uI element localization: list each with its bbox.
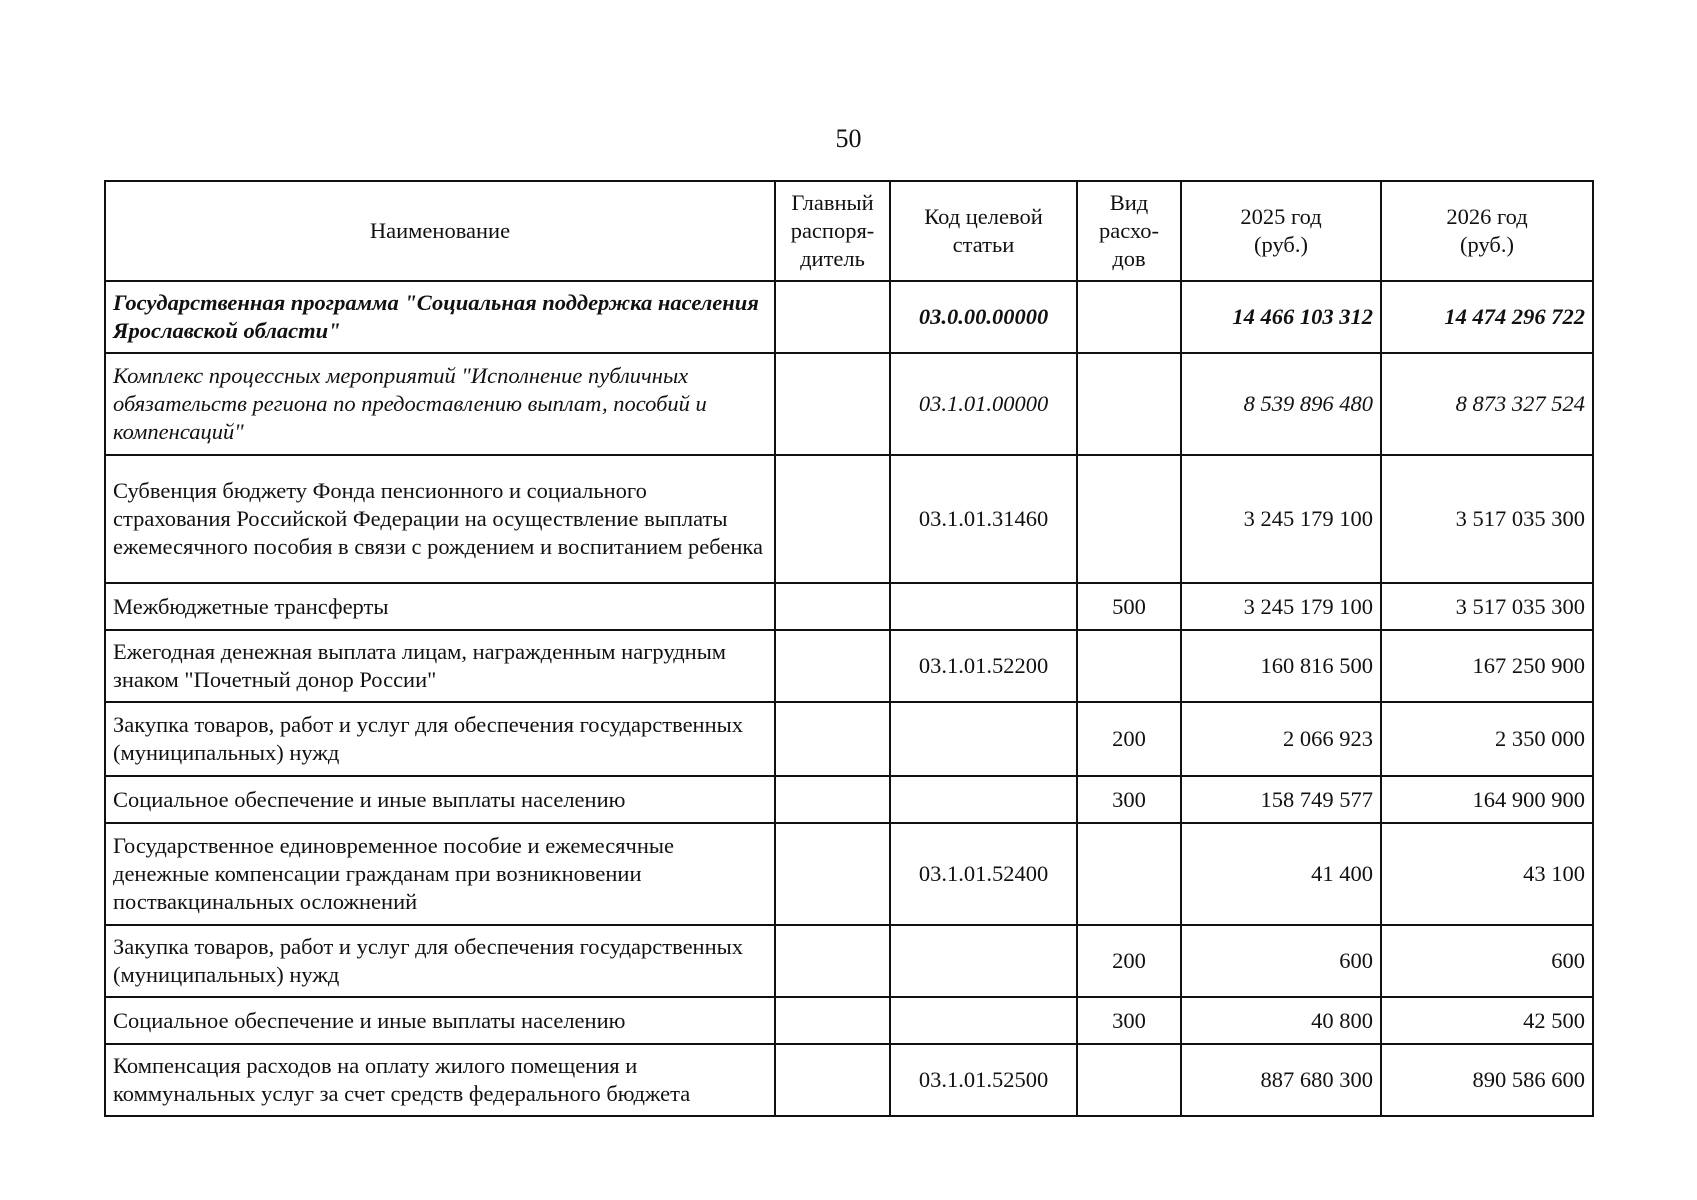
cell-chief	[775, 925, 890, 997]
cell-2026: 14 474 296 722	[1381, 281, 1593, 353]
cell-code: 03.1.01.31460	[890, 455, 1077, 583]
header-type-line: дов	[1112, 246, 1146, 271]
cell-chief	[775, 702, 890, 776]
cell-type: 300	[1077, 776, 1181, 823]
cell-2026: 600	[1381, 925, 1593, 997]
cell-code: 03.1.01.00000	[890, 353, 1077, 455]
header-2026	[1381, 181, 1593, 281]
cell-2025: 8 539 896 480	[1181, 353, 1381, 455]
cell-chief	[775, 583, 890, 630]
header-type	[1077, 181, 1181, 281]
header-2025-line: 2025 год	[1240, 204, 1322, 229]
cell-type: 200	[1077, 702, 1181, 776]
cell-chief	[775, 455, 890, 583]
cell-code: 03.1.01.52500	[890, 1044, 1077, 1116]
cell-2026: 8 873 327 524	[1381, 353, 1593, 455]
cell-name: Комплекс процессных мероприятий "Исполнение публичных обязательств региона по предоставлению выплат, пособий и компенсаций"	[105, 353, 775, 455]
cell-name: Социальное обеспечение и иные выплаты населению	[105, 776, 775, 823]
cell-code: 03.1.01.52200	[890, 630, 1077, 702]
cell-type	[1077, 455, 1181, 583]
cell-name: Компенсация расходов на оплату жилого помещения и коммунальных услуг за счет средств федерального бюджета	[105, 1044, 775, 1116]
cell-type	[1077, 630, 1181, 702]
cell-name: Государственная программа "Социальная поддержка населения Ярославской области"	[105, 281, 775, 353]
header-type-line: расхо-	[1098, 218, 1160, 243]
cell-2025: 158 749 577	[1181, 776, 1381, 823]
table-row	[105, 776, 1593, 823]
cell-code	[890, 583, 1077, 630]
cell-name: Социальное обеспечение и иные выплаты населению	[105, 997, 775, 1044]
cell-code: 03.0.00.00000	[890, 281, 1077, 353]
cell-2025: 887 680 300	[1181, 1044, 1381, 1116]
cell-2026: 890 586 600	[1381, 1044, 1593, 1116]
cell-2026: 164 900 900	[1381, 776, 1593, 823]
cell-type	[1077, 1044, 1181, 1116]
table-row	[105, 630, 1593, 702]
cell-chief	[775, 997, 890, 1044]
cell-type	[1077, 281, 1181, 353]
header-code-line: статьи	[952, 232, 1015, 257]
cell-2025: 40 800	[1181, 997, 1381, 1044]
header-chief-line: Главный	[791, 190, 874, 215]
header-2026-line: (руб.)	[1460, 232, 1514, 257]
table-header-row	[105, 181, 1593, 281]
cell-chief	[775, 353, 890, 455]
cell-code	[890, 997, 1077, 1044]
table-row-complex	[105, 353, 1593, 455]
cell-type: 500	[1077, 583, 1181, 630]
table-row	[105, 997, 1593, 1044]
cell-name: Межбюджетные трансферты	[105, 583, 775, 630]
table-row	[105, 702, 1593, 776]
header-name-text: Наименование	[369, 218, 511, 243]
header-2026-line: 2026 год	[1446, 204, 1528, 229]
header-chief	[775, 181, 890, 281]
header-code-line: Код целевой	[924, 204, 1043, 229]
cell-name: Закупка товаров, работ и услуг для обеспечения государственных (муниципальных) нужд	[105, 925, 775, 997]
table-row	[105, 455, 1593, 583]
cell-chief	[775, 776, 890, 823]
cell-code	[890, 702, 1077, 776]
cell-2026: 167 250 900	[1381, 630, 1593, 702]
cell-type	[1077, 823, 1181, 925]
header-type-line: Вид	[1109, 190, 1149, 215]
cell-2026: 43 100	[1381, 823, 1593, 925]
page-number: 50	[835, 124, 862, 153]
cell-name: Закупка товаров, работ и услуг для обеспечения государственных (муниципальных) нужд	[105, 702, 775, 776]
table-row	[105, 823, 1593, 925]
cell-code	[890, 776, 1077, 823]
cell-2025: 2 066 923	[1181, 702, 1381, 776]
header-chief-line: дитель	[800, 246, 865, 271]
cell-2025: 14 466 103 312	[1181, 281, 1381, 353]
cell-type: 300	[1077, 997, 1181, 1044]
cell-type	[1077, 353, 1181, 455]
cell-2026: 3 517 035 300	[1381, 455, 1593, 583]
cell-2025: 3 245 179 100	[1181, 455, 1381, 583]
cell-chief	[775, 823, 890, 925]
table-row	[105, 1044, 1593, 1116]
cell-2025: 3 245 179 100	[1181, 583, 1381, 630]
cell-code	[890, 925, 1077, 997]
header-2025	[1181, 181, 1381, 281]
table-row	[105, 925, 1593, 997]
cell-2025: 600	[1181, 925, 1381, 997]
cell-2026: 3 517 035 300	[1381, 583, 1593, 630]
cell-name: Государственное единовременное пособие и ежемесячные денежные компенсации гражданам при возникновении поствакцинальных осложнений	[105, 823, 775, 925]
budget-table	[104, 180, 1594, 1117]
cell-2026: 42 500	[1381, 997, 1593, 1044]
cell-2026: 2 350 000	[1381, 702, 1593, 776]
header-chief-line: распоря-	[790, 218, 875, 243]
cell-2025: 160 816 500	[1181, 630, 1381, 702]
table-row-program	[105, 281, 1593, 353]
cell-chief	[775, 281, 890, 353]
cell-chief	[775, 1044, 890, 1116]
header-2025-line: (руб.)	[1254, 232, 1308, 257]
header-code	[890, 181, 1077, 281]
cell-code: 03.1.01.52400	[890, 823, 1077, 925]
cell-name: Субвенция бюджету Фонда пенсионного и социального страхования Российской Федерации на осуществление выплаты ежемесячного пособия в связи с рождением и воспитанием ребенка	[105, 455, 775, 583]
cell-name: Ежегодная денежная выплата лицам, награжденным нагрудным знаком "Почетный донор России"	[105, 630, 775, 702]
cell-chief	[775, 630, 890, 702]
cell-2025: 41 400	[1181, 823, 1381, 925]
table-row	[105, 583, 1593, 630]
header-name	[105, 181, 775, 281]
cell-type: 200	[1077, 925, 1181, 997]
